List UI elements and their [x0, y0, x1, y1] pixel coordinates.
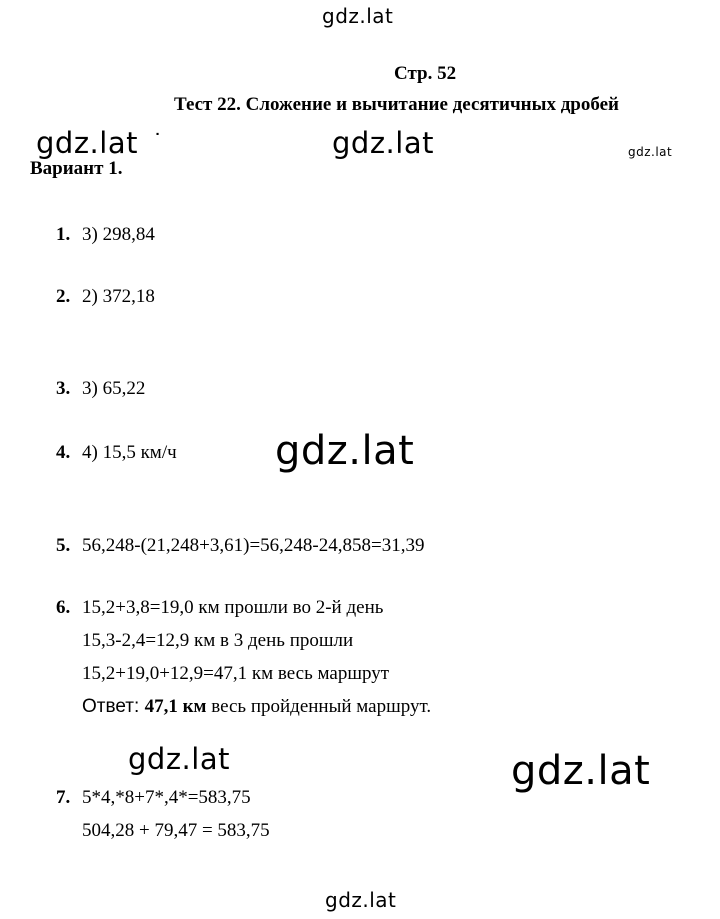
answer-suffix: весь пройденный маршрут.	[206, 696, 432, 717]
answer-text: 3) 65,22	[82, 378, 146, 399]
answer-number: 3.	[56, 378, 71, 399]
answer-item	[56, 787, 251, 809]
answer-item	[56, 286, 155, 308]
watermark: gdz.lat	[128, 742, 230, 776]
watermark: gdz.lat	[322, 4, 394, 28]
watermark: gdz.lat	[332, 126, 434, 160]
page-number: Стр. 52	[394, 63, 457, 84]
answer-text: 3) 298,84	[82, 224, 155, 245]
watermark: gdz.lat	[628, 145, 673, 159]
test-title: Тест 22. Сложение и вычитание десятичных дробей	[174, 94, 619, 115]
answer-item	[56, 597, 383, 619]
answer-number: 5.	[56, 535, 71, 556]
answer-text: 5*4,*8+7*,4*=583,75	[82, 787, 251, 808]
watermark: gdz.latׁ	[36, 126, 139, 160]
answer-text: 56,248-(21,248+3,61)=56,248-24,858=31,39	[82, 535, 425, 556]
solution-line: 15,2+19,0+12,9=47,1 км весь маршрут	[82, 663, 390, 684]
answer-text: 15,2+3,8=19,0 км прошли во 2-й день	[82, 597, 384, 618]
answer-text: 4) 15,5 км/ч	[82, 442, 177, 463]
answer-item	[56, 224, 155, 246]
answer-text: 2) 372,18	[82, 286, 155, 307]
answer-number: 1.	[56, 224, 71, 245]
answer-number: 7.	[56, 787, 71, 808]
answer-item	[56, 442, 177, 464]
answer-number: 6.	[56, 597, 71, 618]
answer-item	[56, 378, 145, 400]
variant-label: Вариант 1.	[30, 158, 123, 179]
watermark: gdz.lat	[511, 748, 651, 794]
solution-line: 15,3-2,4=12,9 км в 3 день прошли	[82, 630, 354, 651]
solution-line: 504,28 + 79,47 = 583,75	[82, 820, 270, 841]
watermark: gdz.lat	[325, 888, 397, 912]
answer-prefix: Ответ:	[82, 696, 145, 717]
watermark: gdz.lat	[275, 428, 415, 474]
answer-number: 4.	[56, 442, 71, 463]
answer-value: 47,1 км	[144, 696, 207, 717]
answer-number: 2.	[56, 286, 71, 307]
answer-line	[82, 696, 431, 718]
answer-item	[56, 535, 424, 557]
